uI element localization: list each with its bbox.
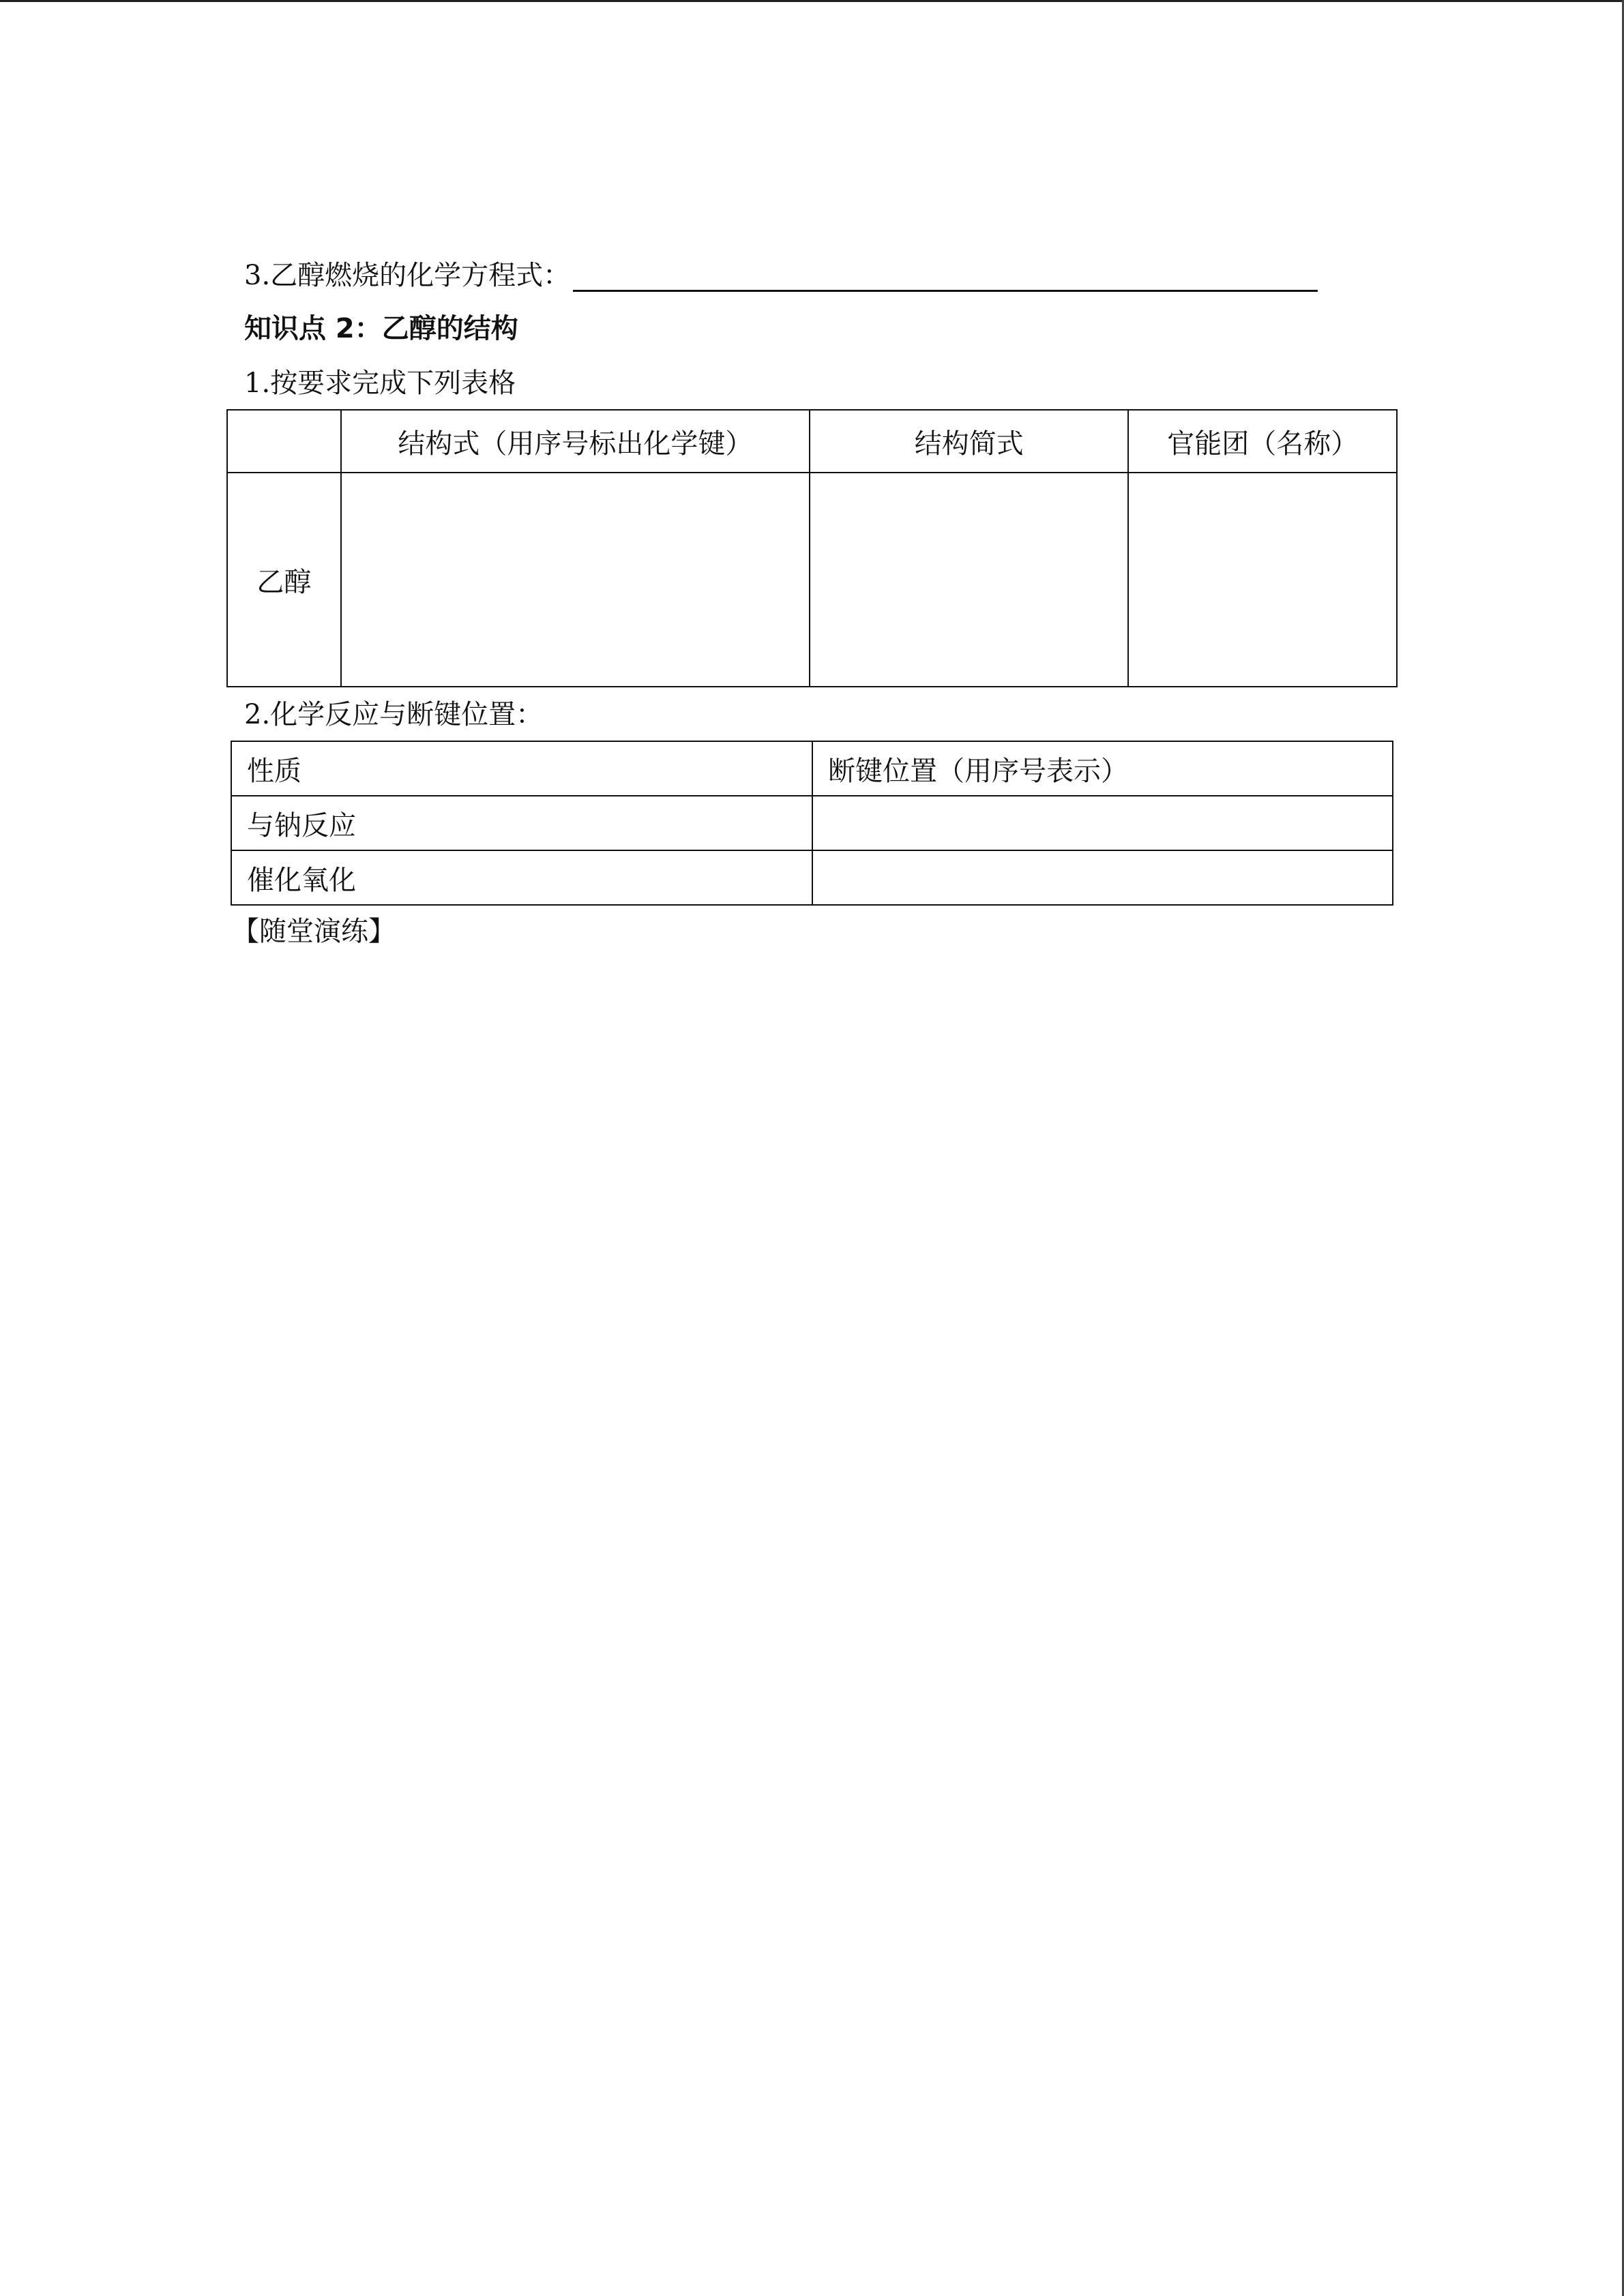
property-cell: 与钠反应 xyxy=(231,796,812,850)
header-cell-empty xyxy=(227,410,341,473)
condensed-formula-cell[interactable] xyxy=(810,473,1128,687)
task-1-label: 1.按要求完成下列表格 xyxy=(244,368,516,399)
header-condensed-formula: 结构简式 xyxy=(810,410,1128,473)
header-bond-position: 断键位置（用序号表示） xyxy=(812,741,1393,796)
structure-table xyxy=(226,409,1398,687)
bond-table xyxy=(231,741,1393,906)
bond-position-cell[interactable] xyxy=(812,796,1393,850)
header-property: 性质 xyxy=(231,741,812,796)
table-row-ethanol xyxy=(227,473,1397,687)
table-row xyxy=(231,850,1393,905)
page-border-top xyxy=(0,0,1624,2)
header-functional-group: 官能团（名称） xyxy=(1128,410,1397,473)
task-2-label: 2.化学反应与断键位置： xyxy=(244,699,544,730)
property-cell: 催化氧化 xyxy=(231,850,812,905)
functional-group-cell[interactable] xyxy=(1128,473,1397,687)
question-3-label: 3.乙醇燃烧的化学方程式： xyxy=(244,260,571,291)
question-3-line xyxy=(244,259,1318,292)
structure-table-header-row xyxy=(227,410,1397,473)
practice-heading: 【随堂演练】 xyxy=(232,916,396,947)
header-structural-formula: 结构式（用序号标出化学键） xyxy=(341,410,810,473)
table-row xyxy=(231,796,1393,850)
bond-table-header-row xyxy=(231,741,1393,796)
bond-position-cell[interactable] xyxy=(812,850,1393,905)
knowledge-point-2-heading: 知识点 2：乙醇的结构 xyxy=(244,313,518,344)
answer-blank[interactable] xyxy=(573,260,1318,292)
structural-formula-cell[interactable] xyxy=(341,473,810,687)
row-label-ethanol: 乙醇 xyxy=(227,473,341,687)
